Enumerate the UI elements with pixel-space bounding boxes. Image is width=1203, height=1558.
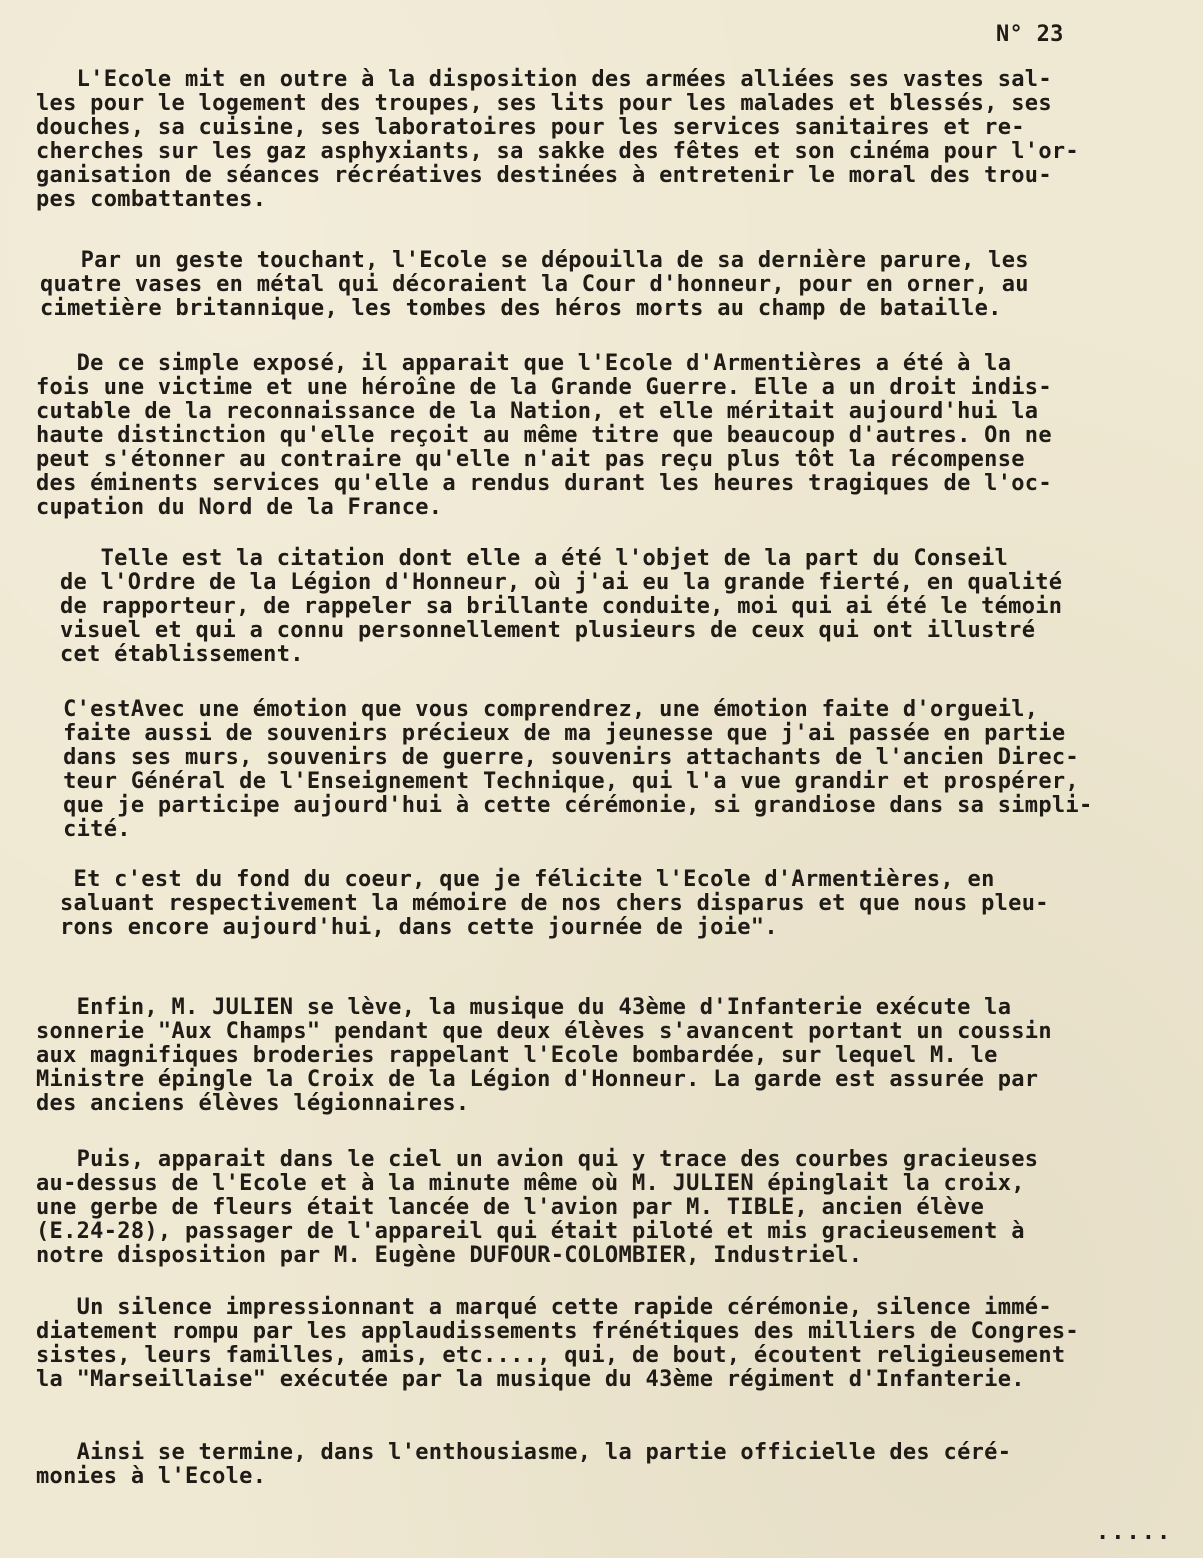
text-line: diatement rompu par les applaudissements frénétiques des milliers de Congres- (36, 1319, 1079, 1344)
text-line: des anciens élèves légionnaires. (36, 1091, 470, 1116)
paragraph-victim-heroine (36, 352, 1052, 520)
text-line: dans ses murs, souvenirs de guerre, souvenirs attachants de l'ancien Direc- (36, 745, 1079, 770)
paragraph-airplane (36, 1148, 1038, 1268)
text-line: monies à l'Ecole. (36, 1464, 267, 1489)
text-line: ganisation de séances récréatives destinées à entretenir le moral des trou- (36, 163, 1052, 188)
text-line: pes combattantes. (36, 187, 267, 212)
paragraph-ceremony (36, 996, 1052, 1116)
text-line: rons encore aujourd'hui, dans cette journée de joie". (60, 915, 778, 940)
text-line: notre disposition par M. Eugène DUFOUR-COLOMBIER, Industriel. (36, 1243, 863, 1268)
text-line: C'estAvec une émotion que vous comprendrez, une émotion faite d'orgueil, (36, 697, 1039, 722)
paragraph-congratulations (60, 868, 1049, 940)
text-line: visuel et qui a connu personnellement plusieurs de ceux qui ont illustré (60, 618, 1036, 643)
text-line: Puis, apparait dans le ciel un avion qui y trace des courbes gracieuses (36, 1147, 1039, 1172)
text-line: quatre vases en métal qui décoraient la Cour d'honneur, pour en orner, au (40, 272, 1029, 297)
text-line: cutable de la reconnaissance de la Nation, et elle méritait aujourd'hui la (36, 399, 1039, 424)
text-line: de rapporteur, de rappeler sa brillante conduite, moi qui ai été le témoin (60, 594, 1063, 619)
text-line: Un silence impressionnant a marqué cette rapide cérémonie, silence immé- (36, 1295, 1052, 1320)
text-line: des éminents services qu'elle a rendus durant les heures tragiques de l'oc- (36, 471, 1052, 496)
paragraph-vases (40, 249, 1029, 321)
text-line: de l'Ordre de la Légion d'Honneur, où j'ai eu la grande fierté, en qualité (60, 570, 1063, 595)
text-line: peut s'étonner au contraire qu'elle n'ait pas reçu plus tôt la récompense (36, 447, 1025, 472)
text-line: saluant respectivement la mémoire de nos chers disparus et que nous pleu- (60, 891, 1049, 916)
text-line: Telle est la citation dont elle a été l'objet de la part du Conseil (60, 546, 1009, 571)
text-line: la "Marseillaise" exécutée par la musique du 43ème régiment d'Infanterie. (36, 1367, 1025, 1392)
text-line: faite aussi de souvenirs précieux de ma jeunesse que j'ai passée en partie (36, 721, 1066, 746)
text-line: De ce simple exposé, il apparait que l'Ecole d'Armentières a été à la (36, 351, 1012, 376)
paragraph-conclusion (36, 1441, 1011, 1489)
text-line: Et c'est du fond du coeur, que je félicite l'Ecole d'Armentières, en (60, 867, 995, 892)
paragraph-silence (36, 1296, 1079, 1392)
text-line: douches, sa cuisine, ses laboratoires pour les services sanitaires et re- (36, 115, 1025, 140)
paragraph-citation (60, 547, 1062, 667)
continuation-dots: ..... (1096, 1520, 1173, 1545)
text-line: cimetière britannique, les tombes des héros morts au champ de bataille. (40, 296, 1002, 321)
text-line: cherches sur les gaz asphyxiants, sa sakke des fêtes et son cinéma pour l'or- (36, 139, 1079, 164)
text-line: une gerbe de fleurs était lancée de l'avion par M. TIBLE, ancien élève (36, 1195, 985, 1220)
text-line: haute distinction qu'elle reçoit au même titre que beaucoup d'autres. On ne (36, 423, 1052, 448)
text-line: (E.24-28), passager de l'appareil qui était piloté et mis gracieusement à (36, 1219, 1025, 1244)
text-line: aux magnifiques broderies rappelant l'Ecole bombardée, sur lequel M. le (36, 1043, 998, 1068)
text-line: L'Ecole mit en outre à la disposition des armées alliées ses vastes sal- (36, 67, 1052, 92)
text-line: Ministre épingle la Croix de la Légion d'Honneur. La garde est assurée par (36, 1067, 1039, 1092)
text-line: sistes, leurs familles, amis, etc...., qui, de bout, écoutent religieusement (36, 1343, 1066, 1368)
page-number: N° 23 (996, 22, 1064, 47)
text-line: cupation du Nord de la France. (36, 495, 443, 520)
paragraph-school-facilities (36, 68, 1079, 212)
text-line: Par un geste touchant, l'Ecole se dépouilla de sa dernière parure, les (40, 248, 1029, 273)
text-line: fois une victime et une héroîne de la Grande Guerre. Elle a un droit indis- (36, 375, 1052, 400)
text-line: cet établissement. (60, 642, 304, 667)
text-line: teur Général de l'Enseignement Technique, qui l'a vue grandir et prospérer, (36, 769, 1079, 794)
text-line: au-dessus de l'Ecole et à la minute même où M. JULIEN épinglait la croix, (36, 1171, 1025, 1196)
text-line: sonnerie "Aux Champs" pendant que deux élèves s'avancent portant un coussin (36, 1019, 1052, 1044)
paragraph-emotion (36, 698, 1093, 842)
text-line: les pour le logement des troupes, ses lits pour les malades et blessés, ses (36, 91, 1052, 116)
text-line: Enfin, M. JULIEN se lève, la musique du 43ème d'Infanterie exécute la (36, 995, 1012, 1020)
text-line: Ainsi se termine, dans l'enthousiasme, la partie officielle des céré- (36, 1440, 1012, 1465)
text-line: cité. (36, 817, 131, 842)
text-line: que je participe aujourd'hui à cette cérémonie, si grandiose dans sa simpli- (36, 793, 1093, 818)
